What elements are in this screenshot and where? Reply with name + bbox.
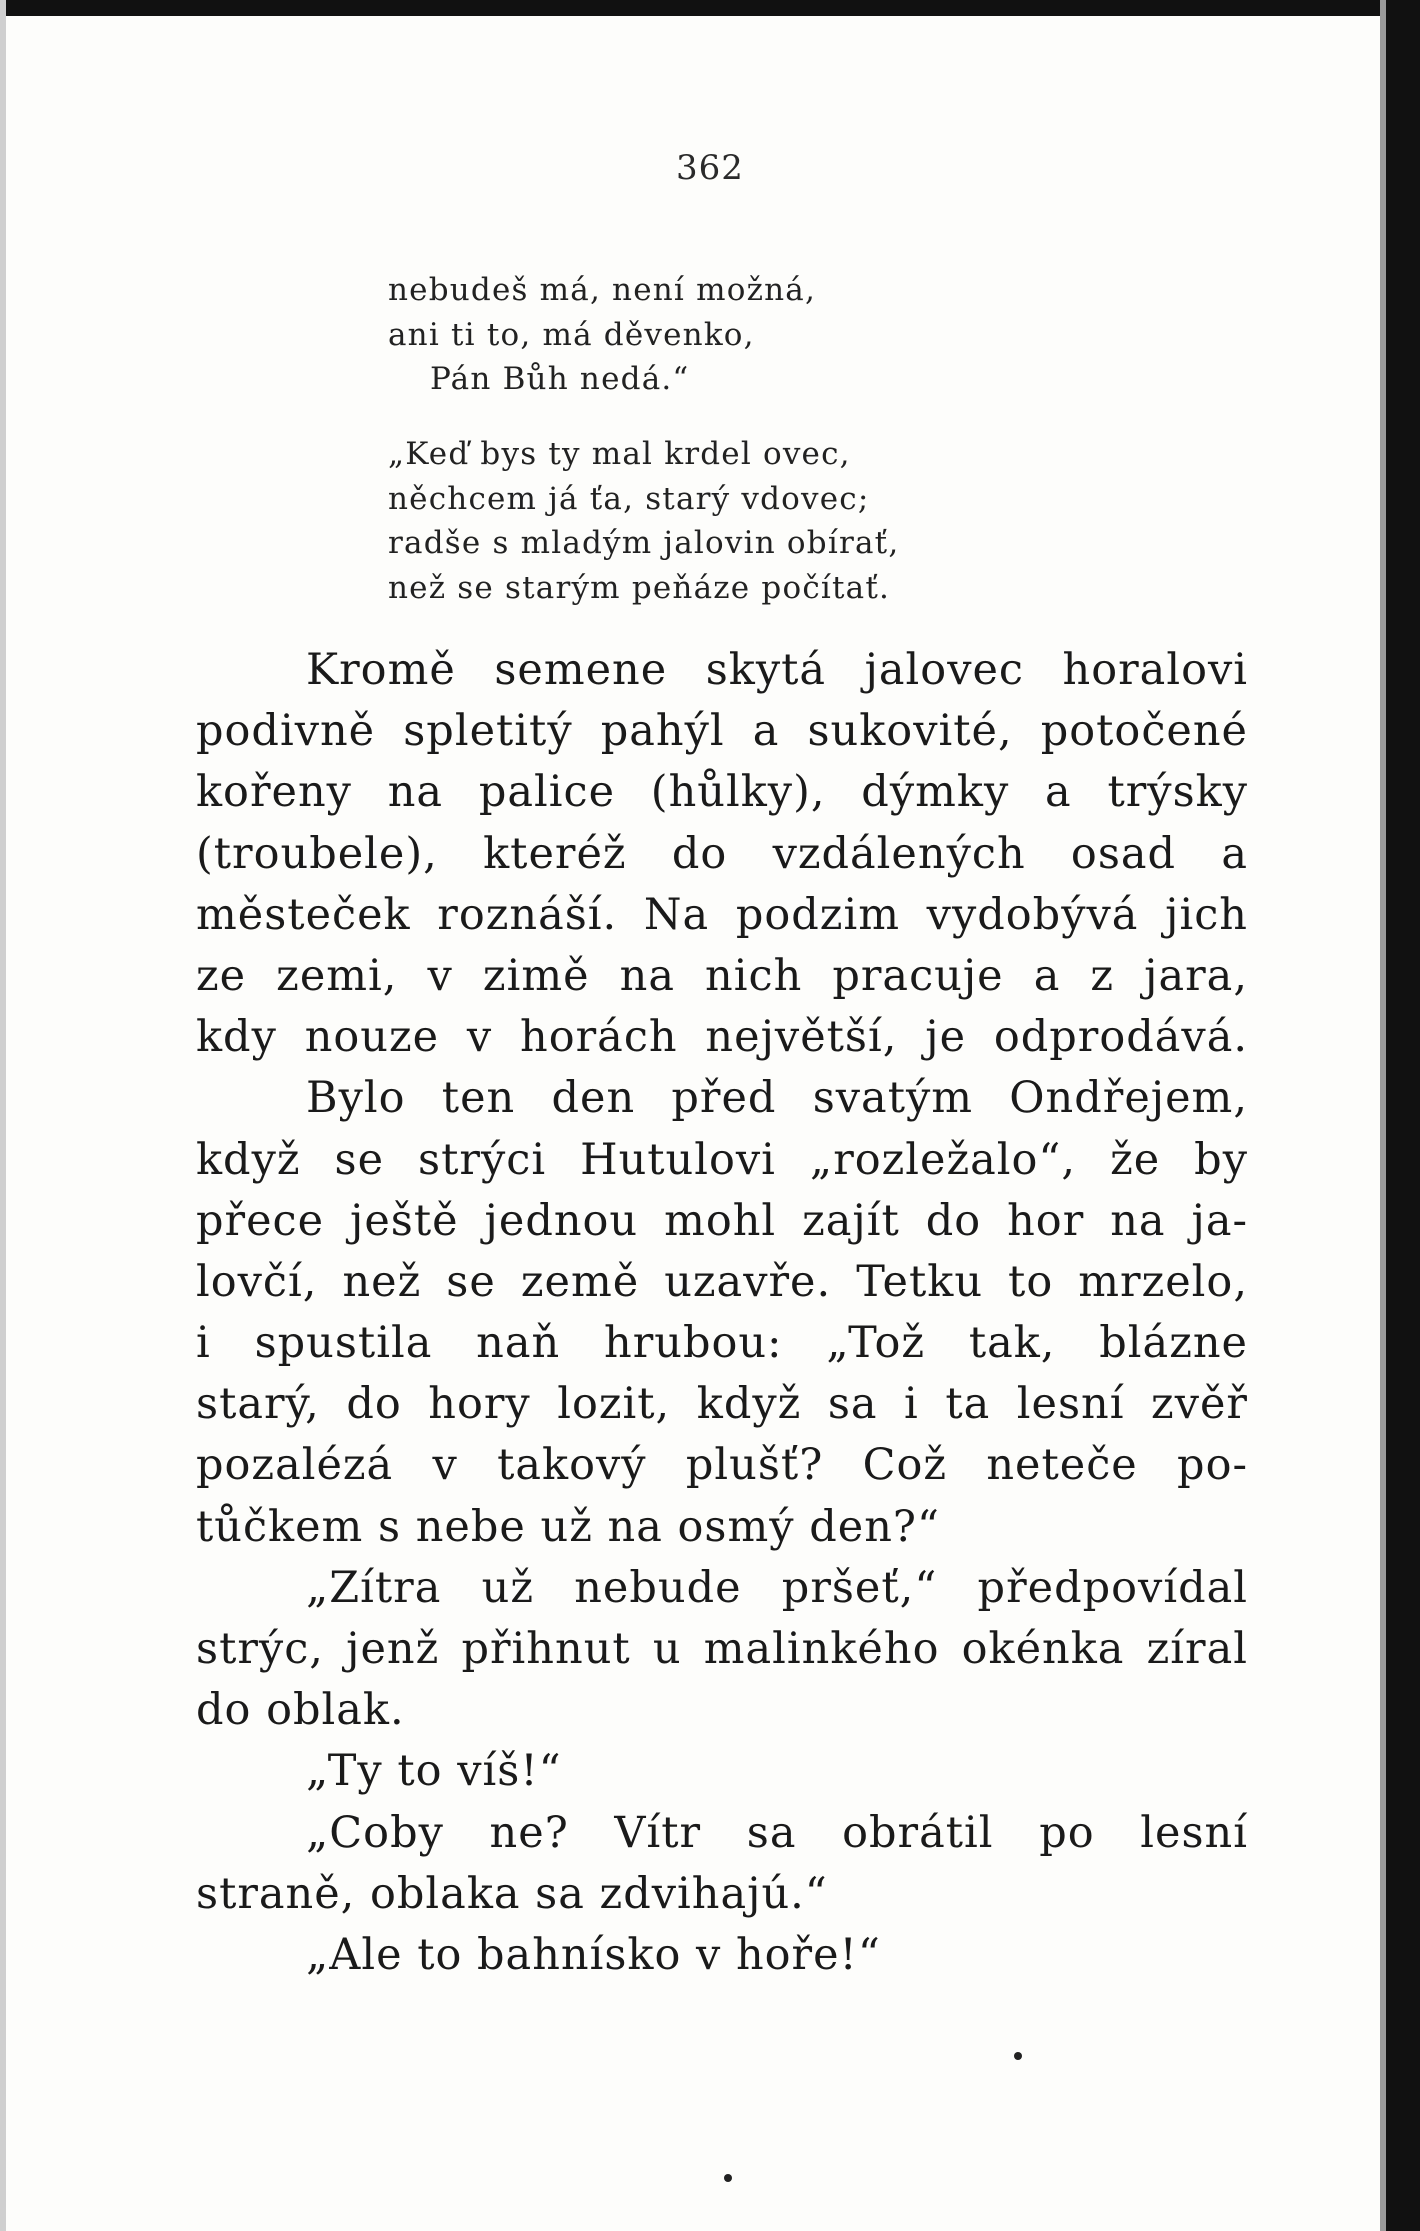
verse-stanza-2	[388, 432, 1048, 610]
text-line: (troubele), kteréž do vzdálených osad a	[196, 828, 1248, 879]
text-line: „Zítra už nebude pršeť,“ předpovídal	[306, 1562, 1248, 1613]
text-line: strýc, jenž přihnut u malinkého okénka zíral	[196, 1624, 1248, 1674]
text-line: lovčí, než se země uzavře. Tetku to mrzelo,	[196, 1256, 1248, 1307]
text-line: „Coby ne? Vítr sa obrátil po lesní	[306, 1807, 1248, 1858]
text-line: ze zemi, v zimě na nich pracuje a z jara,	[196, 950, 1248, 1001]
verse-line: Pán Bůh nedá.“	[430, 361, 690, 397]
text-line: Bylo ten den před svatým Ondřejem,	[306, 1073, 1248, 1124]
verse-line: „Keď bys ty mal krdel ovec,	[388, 436, 851, 472]
verse-line: radše s mladým jalovin obírať,	[388, 525, 900, 561]
text-line: městeček roznáší. Na podzim vydobývá jich	[196, 889, 1248, 940]
text-line: tůčkem s nebe už na osmý den?“	[196, 1501, 940, 1552]
verse-line: nebudeš má, není možná,	[388, 272, 816, 308]
verse-line: než se starým peňáze počítať.	[388, 569, 891, 606]
text-line: do oblak.	[196, 1685, 405, 1736]
text-line: podivně spletitý pahýl a sukovité, potočené	[196, 706, 1248, 757]
text-line: „Ale to bahnísko v hoře!“	[306, 1929, 881, 1980]
scan-speck	[1014, 2052, 1022, 2060]
text-line: přece ještě jednou mohl zajít do hor na ja-	[196, 1195, 1248, 1246]
verse-line: něchcem já ťa, starý vdovec;	[388, 480, 870, 517]
scan-edge-left	[0, 0, 6, 2231]
text-line: Kromě semene skytá jalovec horalovi	[306, 645, 1248, 695]
verse-line: ani ti to, má děvenko,	[388, 316, 755, 353]
scan-edge-right	[1386, 0, 1420, 2231]
body-text	[196, 640, 1248, 1986]
text-line: kořeny na palice (hůlky), dýmky a trýsky	[196, 767, 1248, 818]
scan-edge-top	[0, 0, 1420, 16]
text-line: straně, oblaka sa zdvihajú.“	[196, 1868, 828, 1919]
text-line: i spustila naň hrubou: „Tož tak, blázne	[196, 1318, 1248, 1369]
text-line: starý, do hory lozit, když sa i ta lesní zvěř	[196, 1379, 1248, 1430]
text-line: když se strýci Hutulovi „rozležalo“, že by	[196, 1134, 1248, 1185]
page-number: 362	[676, 148, 744, 188]
text-line: kdy nouze v horách největší, je odprodává.	[196, 1012, 1248, 1063]
text-line: pozalézá v takový plušť? Což neteče po-	[196, 1440, 1248, 1491]
text-line: „Ty to víš!“	[306, 1746, 562, 1797]
verse-stanza-1	[388, 268, 1048, 402]
scan-speck	[724, 2174, 732, 2182]
